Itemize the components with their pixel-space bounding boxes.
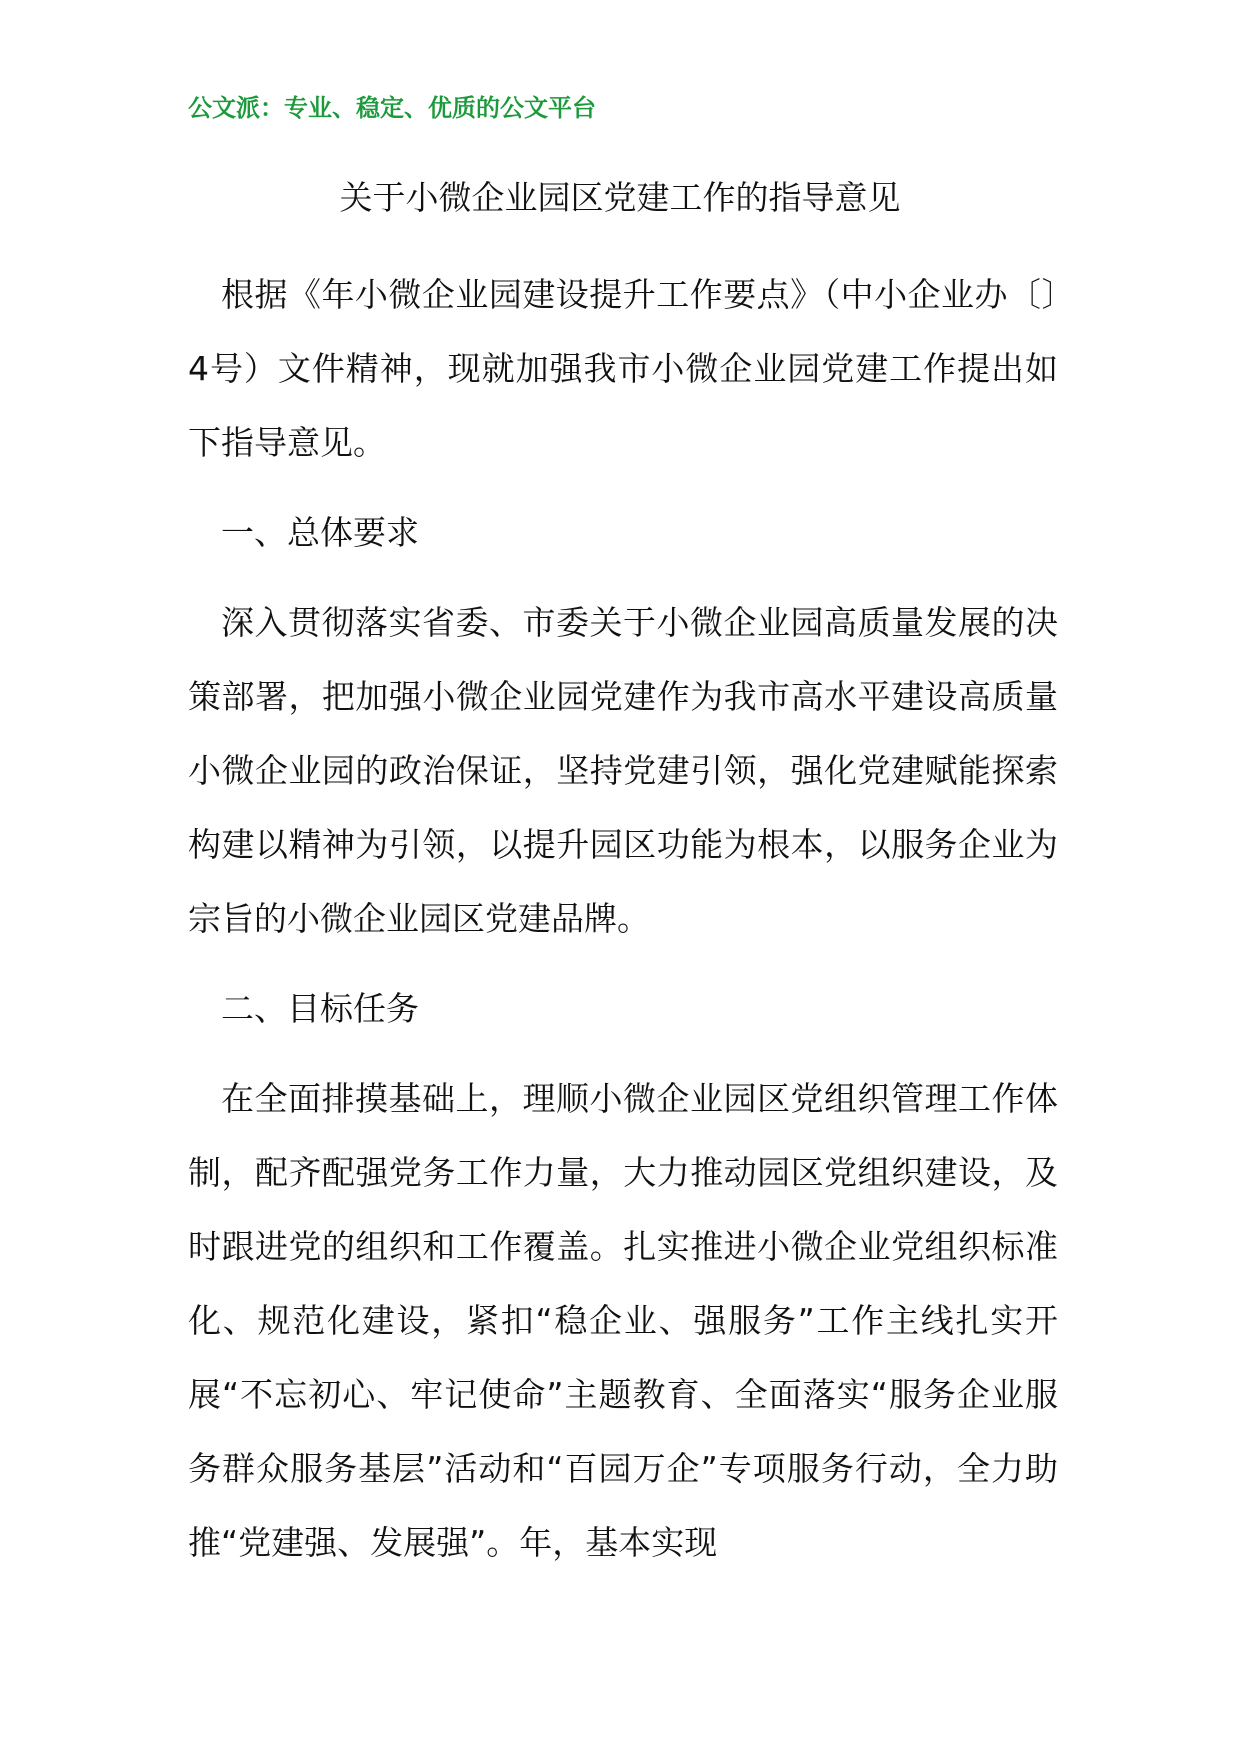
section-body-overall-requirements: 深入贯彻落实省委、市委关于小微企业园高质量发展的决策部署，把加强小微企业园党建作为我市高水平建设高质量小微企业园的政治保证，坚持党建引领，强化党建赋能探索构建以精神为引领，以提升园区功能为根本，以服务企业为宗旨的小微企业园区党建品牌。	[188, 603, 1058, 938]
section-heading-overall-requirements: 一、总体要求	[221, 513, 419, 552]
intro-paragraph: 根据《年小微企业园建设提升工作要点》（中小企业办〔〕4号）文件精神，现就加强我市小微企业园党建工作提出如下指导意见。	[188, 275, 1058, 462]
header-brand-text: 公文派：专业、稳定、优质的公文平台	[188, 94, 596, 122]
section-body-goals-tasks: 在全面排摸基础上，理顺小微企业园区党组织管理工作体制，配齐配强党务工作力量，大力推动园区党组织建设，及时跟进党的组织和工作覆盖。扎实推进小微企业党组织标准化、规范化建设，紧扣“稳企业、强服务”工作主线扎实开展“不忘初心、牢记使命”主题教育、全面落实“服务企业服务群众服务基层”活动和“百园万企”专项服务行动，全力助推“党建强、发展强”。年，基本实现	[188, 1079, 1058, 1562]
document-body	[188, 258, 1058, 1596]
section-heading-goals-tasks: 二、目标任务	[221, 989, 419, 1028]
document-title: 关于小微企业园区党建工作的指导意见	[339, 178, 901, 217]
